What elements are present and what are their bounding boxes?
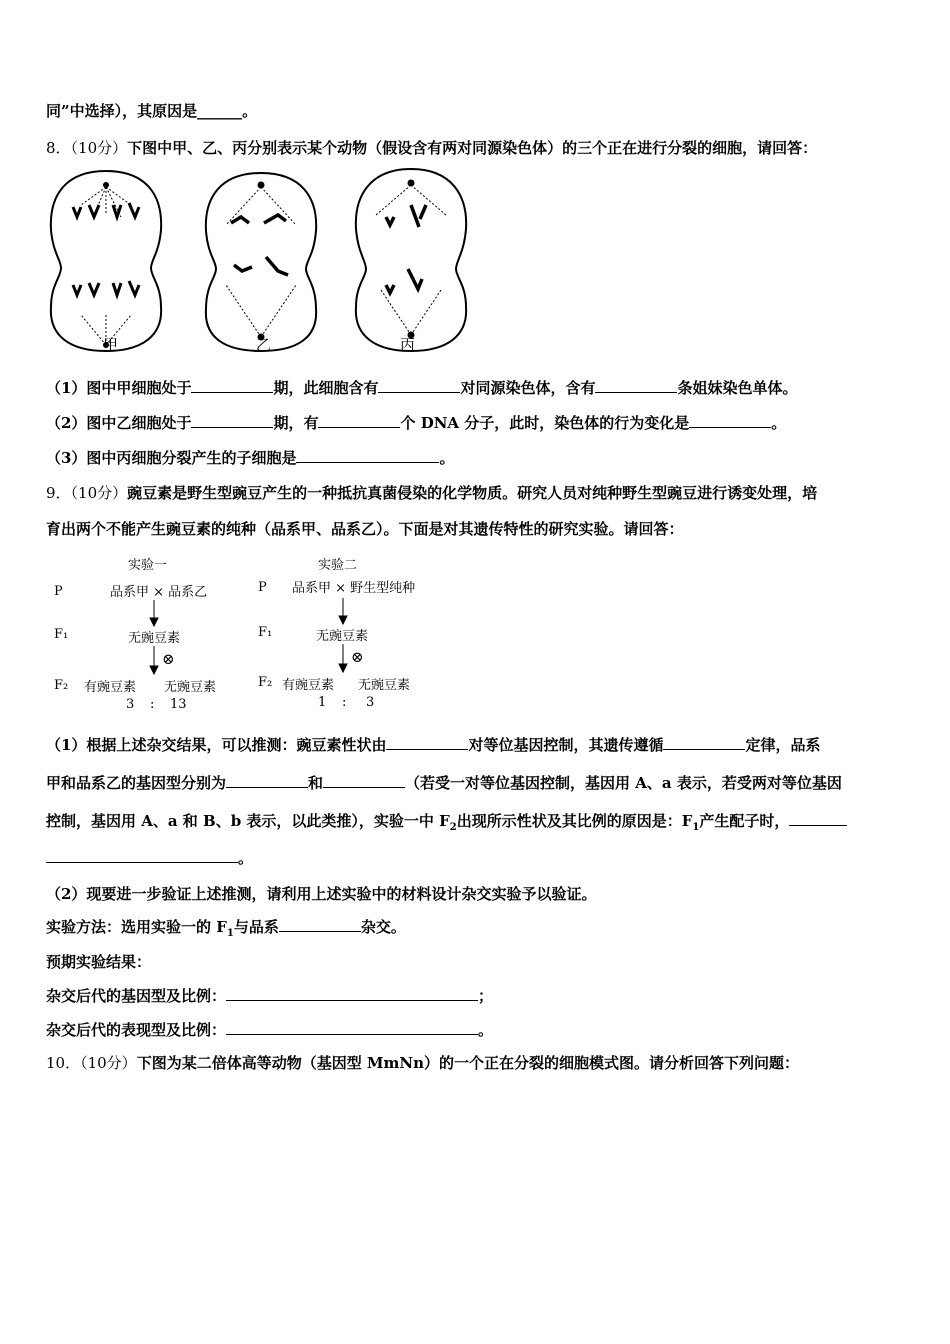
cell-bing xyxy=(356,169,466,351)
gen-label: F₁ xyxy=(54,627,69,642)
answer-blank[interactable] xyxy=(226,986,478,1001)
expected-results-label: 预期实验结果： xyxy=(46,953,152,971)
selfing-symbol: ⊗ xyxy=(162,650,175,668)
question-number: 8． xyxy=(46,139,71,157)
answer-blank[interactable] xyxy=(386,735,468,750)
answer-blank[interactable] xyxy=(226,773,308,788)
genotype-ratio-line: 杂交后代的基因型及比例： ； xyxy=(46,987,494,1005)
f1-phenotype: 无豌豆素 xyxy=(316,629,369,644)
cell-label-yi: 乙 xyxy=(256,336,272,354)
ratio-value: 3 xyxy=(366,695,375,710)
ratio-sep: : xyxy=(342,695,347,710)
answer-blank[interactable] xyxy=(595,378,677,393)
parents: 品系甲 × 野生型纯种 xyxy=(292,581,416,596)
question-9-sub2: （2）现要进一步验证上述推测，请利用上述实验中的材料设计杂交实验予以验证。 xyxy=(46,885,597,903)
gen-label: F₂ xyxy=(258,675,273,690)
answer-blank[interactable] xyxy=(226,1020,478,1035)
gen-label: F₁ xyxy=(258,625,273,640)
answer-blank[interactable] xyxy=(191,378,273,393)
question-9-sub1-line2: 甲和品系乙的基因型分别为 和 （若受一对等位基因控制，基因用 A、a 表示，若受两对等位基因 xyxy=(46,774,842,792)
question-9-stem-line2: 育出两个不能产生豌豆素的纯种（品系甲、品系乙）。下面是对其遗传特性的研究实验。请回答： xyxy=(46,520,684,538)
cell-label-bing: 丙 xyxy=(400,336,416,354)
f2-phenotype: 有豌豆素 xyxy=(84,680,137,695)
answer-blank[interactable] xyxy=(279,917,361,932)
answer-blank[interactable] xyxy=(46,848,238,863)
gen-label: P xyxy=(54,584,63,599)
answer-blank[interactable] xyxy=(378,378,460,393)
answer-blank[interactable] xyxy=(296,448,439,463)
question-8-sub3: （3）图中丙细胞分裂产生的子细胞是 。 xyxy=(46,449,455,467)
answer-blank[interactable] xyxy=(663,735,745,750)
question-10-stem: 10．（10分）下图为某二倍体高等动物（基因型 MmNn）的一个正在分裂的细胞模式图。请分析回答下列问题： xyxy=(46,1054,800,1072)
answer-blank[interactable] xyxy=(318,413,400,428)
exp-title: 实验一 xyxy=(128,558,168,573)
cell-jia xyxy=(51,171,161,351)
answer-blank[interactable] xyxy=(191,413,273,428)
gen-label: P xyxy=(258,580,267,595)
ratio-sep: : xyxy=(150,697,155,712)
ratio-value: 13 xyxy=(170,697,187,712)
question-8-sub2: （2）图中乙细胞处于 期，有 个 DNA 分子，此时，染色体的行为变化是 。 xyxy=(46,414,787,432)
continuation-line: 同”中选择），其原因是______。 xyxy=(46,102,258,120)
question-9-sub1-line1: （1）根据上述杂交结果，可以推测：豌豆素性状由 对等位基因控制，其遗传遵循 定律，品系 xyxy=(46,736,821,754)
phenotype-ratio-line: 杂交后代的表现型及比例： 。 xyxy=(46,1021,494,1039)
gen-label: F₂ xyxy=(54,678,69,693)
cell-division-figure xyxy=(46,165,486,360)
selfing-symbol: ⊗ xyxy=(351,648,364,666)
question-8-sub1: （1）图中甲细胞处于 期，此细胞含有 对同源染色体，含有 条姐妹染色单体。 xyxy=(46,379,798,397)
cross-arrows xyxy=(140,596,370,686)
question-score: （10分） xyxy=(70,139,128,157)
question-8-stem xyxy=(46,138,817,158)
cell-label-jia: 甲 xyxy=(103,336,119,354)
answer-blank[interactable] xyxy=(689,413,771,428)
question-9-sub1-line4: 。 xyxy=(46,848,253,868)
ratio-value: 3 xyxy=(126,697,135,712)
question-text: 下图中甲、乙、丙分别表示某个动物（假设含有两对同源染色体）的三个正在进行分裂的细胞，请回答： xyxy=(127,139,818,157)
f2-phenotype: 有豌豆素 xyxy=(282,678,335,693)
answer-blank[interactable] xyxy=(323,773,405,788)
exp-title: 实验二 xyxy=(318,558,358,573)
f2-phenotype: 无豌豆素 xyxy=(164,680,217,695)
answer-blank[interactable] xyxy=(789,811,847,826)
f1-phenotype: 无豌豆素 xyxy=(128,631,181,646)
parents: 品系甲 × 品系乙 xyxy=(110,585,208,600)
question-9-sub1-line3: 控制，基因用 A、a 和 B、b 表示，以此类推），实验一中 $F_2$出现所示性状及其比例的原因是：$F_1$产生配子时， xyxy=(46,811,847,838)
ratio-value: 1 xyxy=(318,695,327,710)
experiment-method: 实验方法：选用实验一的 $F_1$与品系 杂交。 xyxy=(46,918,406,939)
f2-phenotype: 无豌豆素 xyxy=(358,678,411,693)
cell-yi xyxy=(206,173,316,351)
question-9-stem-line1: 9．（10分）豌豆素是野生型豌豆产生的一种抵抗真菌侵染的化学物质。研究人员对纯种野生型豌豆进行诱变处理，培 xyxy=(46,484,818,502)
